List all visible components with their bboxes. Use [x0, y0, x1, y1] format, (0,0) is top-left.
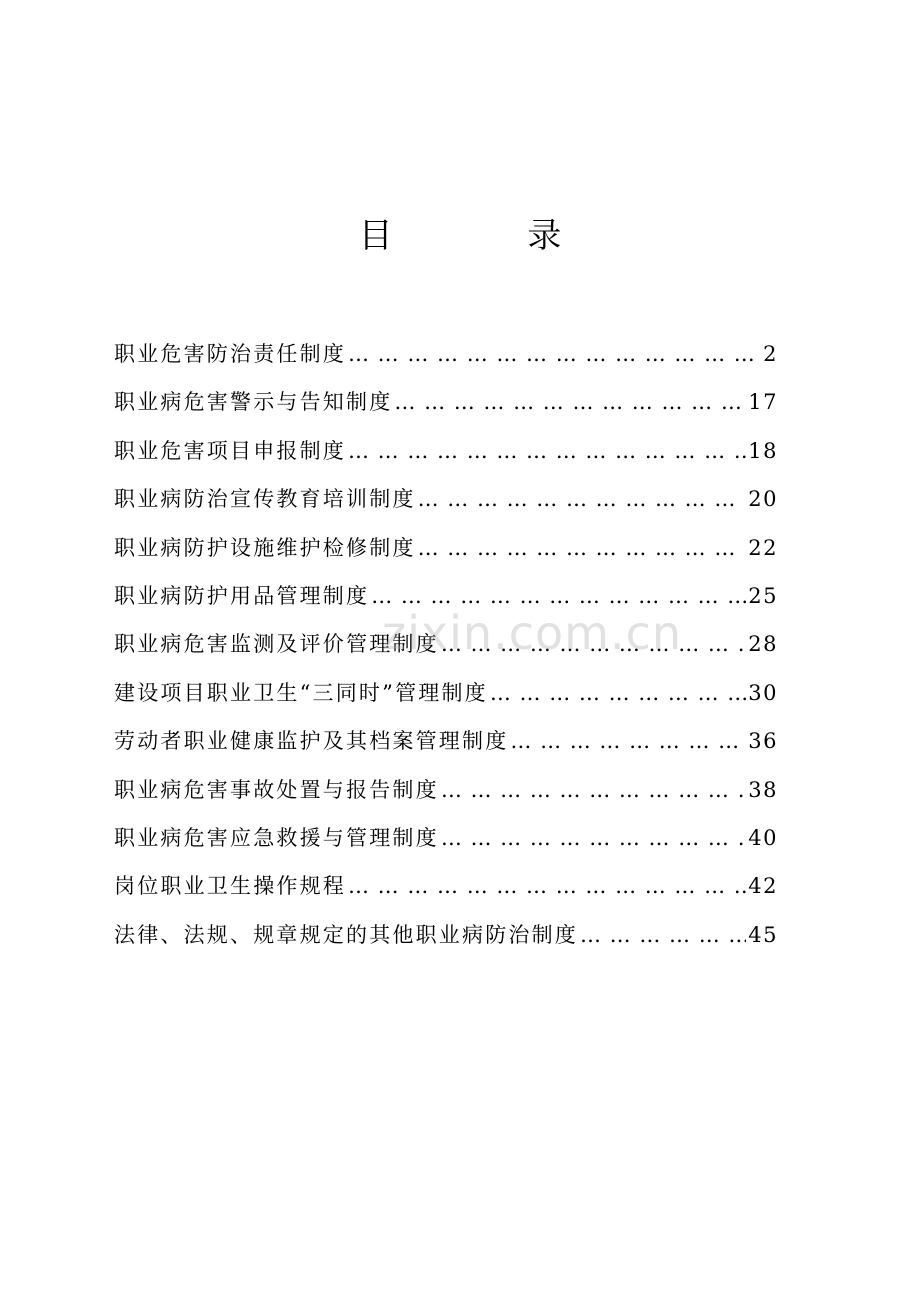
toc-entry-label: 职业病危害警示与告知制度: [114, 390, 393, 415]
toc-entry[interactable]: [114, 572, 778, 620]
toc-dot-leader: [348, 330, 761, 378]
toc-dot-leader: [441, 620, 746, 668]
toc-page-number: 17: [748, 390, 778, 415]
toc-dot-leader: [580, 911, 746, 959]
toc-entry[interactable]: [114, 620, 778, 668]
toc-entry-label: 法律、法规、规章规定的其他职业病防治制度: [114, 922, 578, 947]
toc-page-number: 38: [748, 777, 778, 802]
toc-entry[interactable]: [114, 669, 778, 717]
toc-entry-label: 劳动者职业健康监护及其档案管理制度: [114, 729, 509, 754]
toc-entry-label: 岗位职业卫生操作规程: [114, 874, 346, 899]
watermark: zixin.com.cn: [382, 606, 683, 660]
toc-entry-label: 职业病防治宣传教育培训制度: [114, 487, 416, 512]
toc-entry-label: 职业危害防治责任制度: [114, 342, 346, 366]
toc-page-number: 2: [763, 342, 778, 366]
table-of-contents: [114, 330, 778, 959]
toc-dot-leader: [348, 862, 746, 910]
toc-entry[interactable]: [114, 911, 778, 959]
toc-page-number: 45: [748, 922, 778, 947]
toc-entry-label: 职业病防护设施维护检修制度: [114, 535, 416, 560]
toc-dot-leader: [510, 717, 746, 765]
toc-page-number: 28: [748, 632, 778, 657]
toc-entry[interactable]: [114, 427, 778, 475]
toc-entry[interactable]: [114, 814, 778, 862]
toc-entry-label: 职业病危害事故处置与报告制度: [114, 777, 439, 802]
toc-page-number: 18: [748, 438, 778, 463]
page-title: 目 录: [358, 216, 624, 256]
toc-page-number: 36: [748, 729, 778, 754]
toc-entry-label: 职业病防护用品管理制度: [114, 583, 370, 608]
toc-dot-leader: [418, 524, 747, 572]
toc-entry[interactable]: [114, 330, 778, 378]
toc-dot-leader: [348, 427, 746, 475]
toc-page-number: 20: [748, 487, 778, 512]
toc-entry[interactable]: [114, 717, 778, 765]
toc-dot-leader: [490, 669, 746, 717]
toc-entry[interactable]: [114, 524, 778, 572]
toc-entry-label: 职业病危害应急救援与管理制度: [114, 825, 439, 850]
toc-entry[interactable]: [114, 378, 778, 426]
toc-entry-label: 建设项目职业卫生“三同时”管理制度: [114, 680, 488, 705]
toc-entry[interactable]: [114, 766, 778, 814]
toc-page-number: 40: [748, 825, 778, 850]
toc-entry[interactable]: [114, 475, 778, 523]
toc-dot-leader: [418, 475, 747, 523]
toc-page-number: 30: [748, 680, 778, 705]
toc-entry-label: 职业病危害监测及评价管理制度: [114, 632, 439, 657]
toc-entry-label: 职业危害项目申报制度: [114, 438, 346, 463]
toc-page-number: 22: [748, 535, 778, 560]
toc-page-number: 25: [748, 583, 778, 608]
toc-page-number: 42: [748, 874, 778, 899]
toc-dot-leader: [394, 378, 746, 426]
toc-dot-leader: [441, 766, 746, 814]
toc-entry[interactable]: [114, 862, 778, 910]
toc-dot-leader: [371, 572, 746, 620]
toc-dot-leader: [441, 814, 746, 862]
